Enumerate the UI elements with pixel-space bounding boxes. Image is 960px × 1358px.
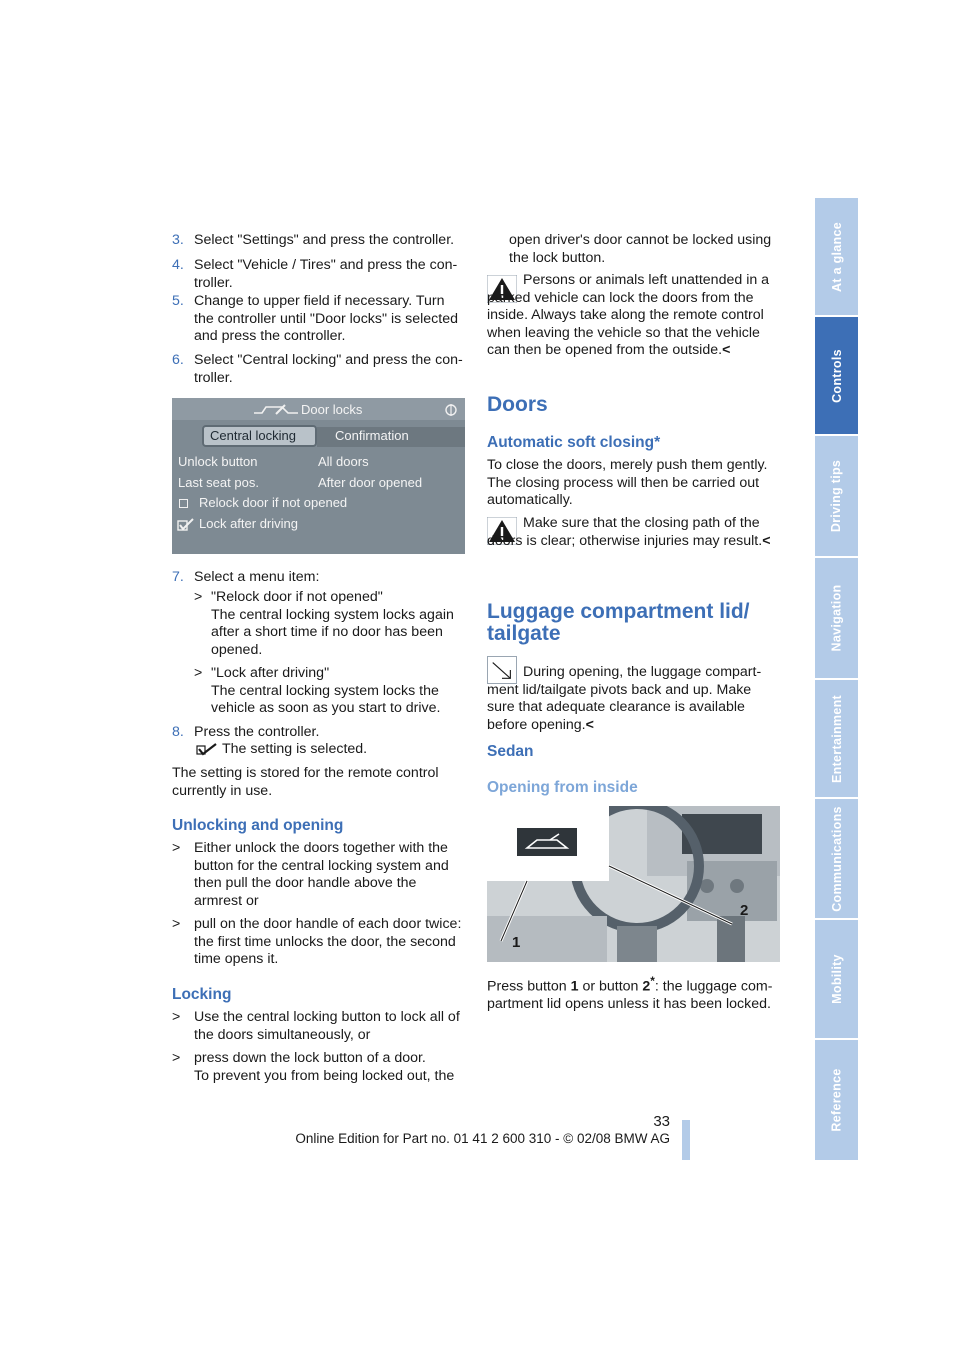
side-tab-reference[interactable]: Reference — [815, 1040, 858, 1160]
interior-photo — [487, 806, 780, 962]
checkbox-empty-icon — [179, 499, 188, 508]
menu-relock-door[interactable]: Relock door if not opened — [199, 495, 348, 510]
step-6: 6. Select "Central locking" and press the controller. — [172, 352, 463, 386]
soft-closing-text: To close the doors, merely push them gently. The closing process will then be carried out automatically. — [487, 457, 768, 508]
sedan-heading: Sedan — [487, 743, 534, 760]
locking-item-2: > press down the lock button of a door. To prevent you from being locked out, the — [172, 1050, 455, 1084]
step-8: 8. Press the controller. — [172, 724, 320, 740]
callout-1: 1 — [512, 934, 521, 951]
side-tab-driving-tips[interactable]: Driving tips — [815, 436, 858, 556]
side-tab-mobility[interactable]: Mobility — [815, 920, 858, 1038]
lock-continuation: open driver's door cannot be locked using the lock button. — [509, 232, 772, 266]
menu-lock-after-driving[interactable]: Lock after driving — [199, 516, 298, 531]
doors-heading: Doors — [487, 393, 548, 416]
step-4: 4. Select "Vehicle / Tires" and press the controller. — [172, 257, 458, 291]
menu-after-door-opened[interactable]: After door opened — [318, 475, 423, 490]
unlocking-heading: Unlocking and opening — [172, 817, 344, 834]
step-7: 7. Select a menu item: — [172, 569, 320, 585]
checkmark-icon — [196, 743, 218, 756]
step-7-item-lock-after-driving: > "Lock after driving" The central locking system locks the vehicle as soon as you start to drive. — [194, 665, 441, 716]
unlocking-item-1: > Either unlock the doors together with the button for the central locking system and then pull the door handle above the armrest or — [172, 840, 449, 909]
footer-edition: Online Edition for Part no. 01 41 2 600 310 - © 02/08 BMW AG — [295, 1131, 670, 1146]
side-tab-communications[interactable]: Communications — [815, 799, 858, 918]
luggage-heading: Luggage compartment lid/ tailgate — [487, 600, 750, 645]
warning-unattended: Persons or animals left unattended in a parked vehicle can lock the doors from the inside. Always take along the remote control when leaving the vehicle so that the vehicle can then be opened from the outside.< — [487, 272, 770, 358]
locking-heading: Locking — [172, 986, 232, 1003]
checkbox-checked-icon — [177, 518, 195, 532]
interior-illustration — [487, 806, 780, 962]
callout-2: 2 — [740, 902, 749, 919]
menu-last-seat-pos[interactable]: Last seat pos. — [178, 475, 259, 490]
setting-selected-note: The setting is selected. — [222, 741, 368, 757]
screen-title: Door locks — [301, 402, 363, 417]
locking-item-1: > Use the central locking button to lock all of the doors simultaneously, or — [172, 1009, 460, 1043]
car-icon — [252, 403, 300, 417]
side-tab-entertainment[interactable]: Entertainment — [815, 680, 858, 797]
warning-closing-path: Make sure that the closing path of the doors is clear; otherwise injuries may result.< — [487, 515, 771, 549]
side-tab-navigation[interactable]: Navigation — [815, 558, 858, 678]
door-locks-screen-image — [172, 398, 465, 554]
page-number: 33 — [653, 1113, 670, 1130]
step-5: 5. Change to upper field if necessary. Turn the controller until "Door locks" is selected and press the controller. — [172, 293, 458, 344]
unlocking-item-2: > pull on the door handle of each door twice: the first time unlocks the door, the second time opens it. — [172, 916, 462, 967]
step-3: 3. Select "Settings" and press the controller. — [172, 232, 455, 248]
central-locking-tab[interactable]: Central locking — [202, 425, 317, 447]
footer-bar — [682, 1120, 690, 1160]
side-tab-controls[interactable]: Controls — [815, 317, 858, 434]
confirmation-tab[interactable]: Confirmation — [317, 427, 465, 447]
menu-all-doors[interactable]: All doors — [318, 454, 369, 469]
soft-closing-heading: Automatic soft closing* — [487, 434, 661, 451]
opening-inside-heading: Opening from inside — [487, 779, 638, 796]
step-7-item-relock: > "Relock door if not opened" The central locking system locks again after a short time if no door has been opened. — [194, 589, 454, 658]
menu-dial-icon — [444, 402, 458, 418]
luggage-note: During opening, the luggage compartment lid/tailgate pivots back and up. Make sure that adequate clearance is available before opening.< — [487, 664, 762, 733]
side-tab-at-a-glance[interactable]: At a glance — [815, 198, 858, 315]
stored-text: The setting is stored for the remote control currently in use. — [172, 765, 439, 799]
press-button-text: Press button 1 or button 2*: the luggage compartment lid opens unless it has been locked. — [487, 974, 773, 1013]
menu-unlock-button[interactable]: Unlock button — [178, 454, 258, 469]
